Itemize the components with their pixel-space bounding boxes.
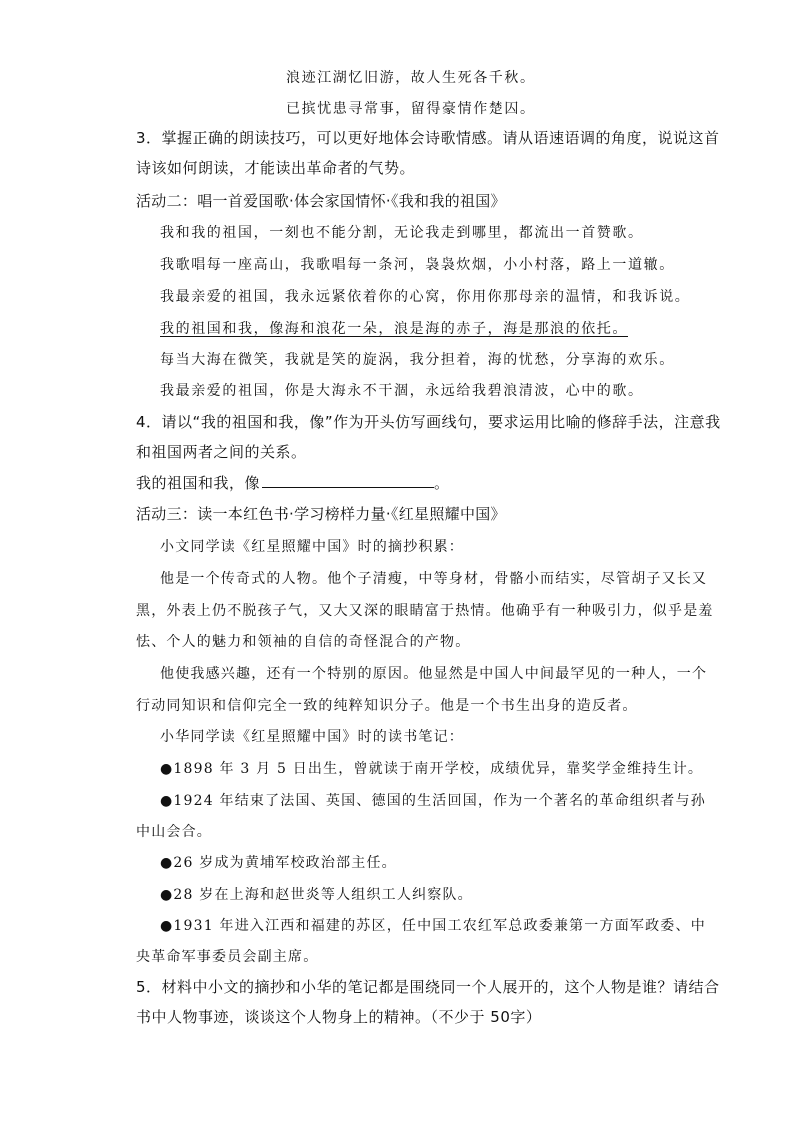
song-line: 每当大海在微笑，我就是笑的旋涡，我分担着，海的忧愁，分享海的欢乐。	[160, 352, 675, 368]
song-line-underlined: 我的祖国和我，像海和浪花一朵，浪是海的赤子，海是那浪的依托。	[160, 321, 628, 337]
song-line: 我歌唱每一座高山，我歌唱每一条河，袅袅炊烟，小小村落，路上一道辙。	[160, 257, 675, 273]
answer-suffix: 。	[434, 474, 450, 492]
question-5-text: 5．材料中小文的摘抄和小华的笔记都是围绕同一个人展开的，这个人物是谁？请结合	[136, 978, 720, 996]
excerpt-line: 他使我感兴趣，还有一个特别的原因。他显然是中国人中间最罕见的一种人，一个	[160, 666, 708, 682]
question-3-text: 诗该如何朗读，才能读出革命者的气势。	[136, 159, 416, 177]
note-item: ●1931 年进入江西和福建的苏区，任中国工农红军总政委兼第一方面军政委、中	[160, 918, 706, 934]
note-item: ●26 岁成为黄埔军校政治部主任。	[160, 855, 397, 871]
answer-prefix: 我的祖国和我，像	[136, 474, 261, 492]
note-item: ●1924 年结束了法国、英国、德国的生活回国，作为一个著名的革命组织者与孙	[160, 793, 706, 809]
verse-line: 浪迹江湖忆旧游，故人生死各千秋。	[286, 70, 536, 86]
excerpt-line: 怯、个人的魅力和领袖的自信的奇怪混合的产物。	[136, 634, 471, 650]
song-line: 我最亲爱的祖国，你是大海永不干涸，永远给我碧浪清波，心中的歌。	[160, 383, 644, 399]
note-item-continued: 央革命军事委员会副主席。	[136, 949, 319, 965]
activity-3-title: 活动三：读一本红色书·学习榜样力量·《红星照耀中国》	[136, 505, 506, 523]
question-4-text: 和祖国两者之间的关系。	[136, 443, 307, 461]
question-4-answer-line	[136, 472, 450, 493]
note-item-continued: 中山会合。	[136, 824, 212, 840]
question-5-text: 书中人物事迹，谈谈这个人物身上的精神。（不少于 50字）	[136, 1008, 542, 1026]
xiaowen-intro: 小文同学读《红星照耀中国》时的摘抄积累：	[160, 539, 464, 555]
song-line: 我最亲爱的祖国，我永远紧依着你的心窝，你用你那母亲的温情，和我诉说。	[160, 289, 691, 305]
activity-2-title: 活动二：唱一首爱国歌·体会家国情怀·《我和我的祖国》	[136, 192, 506, 210]
note-item: ●28 岁在上海和赵世炎等人组织工人纠察队。	[160, 887, 473, 903]
question-3-text: 3．掌握正确的朗读技巧，可以更好地体会诗歌情感。请从语速语调的角度，说说这首	[136, 129, 720, 147]
answer-blank[interactable]	[262, 473, 434, 488]
note-item: ●1898 年 3 月 5 日出生，曾就读于南开学校，成绩优异，靠奖学金维持生计。	[160, 761, 704, 777]
question-4-text: 4．请以“我的祖国和我，像”作为开头仿写画线句，要求运用比喻的修辞手法，注意我	[136, 413, 721, 431]
verse-line: 已摈忧患寻常事，留得豪情作楚囚。	[286, 101, 536, 117]
xiaohua-intro: 小华同学读《红星照耀中国》时的读书笔记：	[160, 729, 464, 745]
excerpt-line: 行动同知识和信仰完全一致的纯粹知识分子。他是一个书生出身的造反者。	[136, 698, 638, 714]
excerpt-line: 黑，外表上仍不脱孩子气，又大又深的眼睛富于热情。他确乎有一种吸引力，似乎是羞	[136, 603, 714, 619]
song-line: 我和我的祖国，一刻也不能分割，无论我走到哪里，都流出一首赞歌。	[160, 225, 644, 241]
excerpt-line: 他是一个传奇式的人物。他个子清瘦，中等身材，骨骼小而结实，尽管胡子又长又	[160, 571, 708, 587]
